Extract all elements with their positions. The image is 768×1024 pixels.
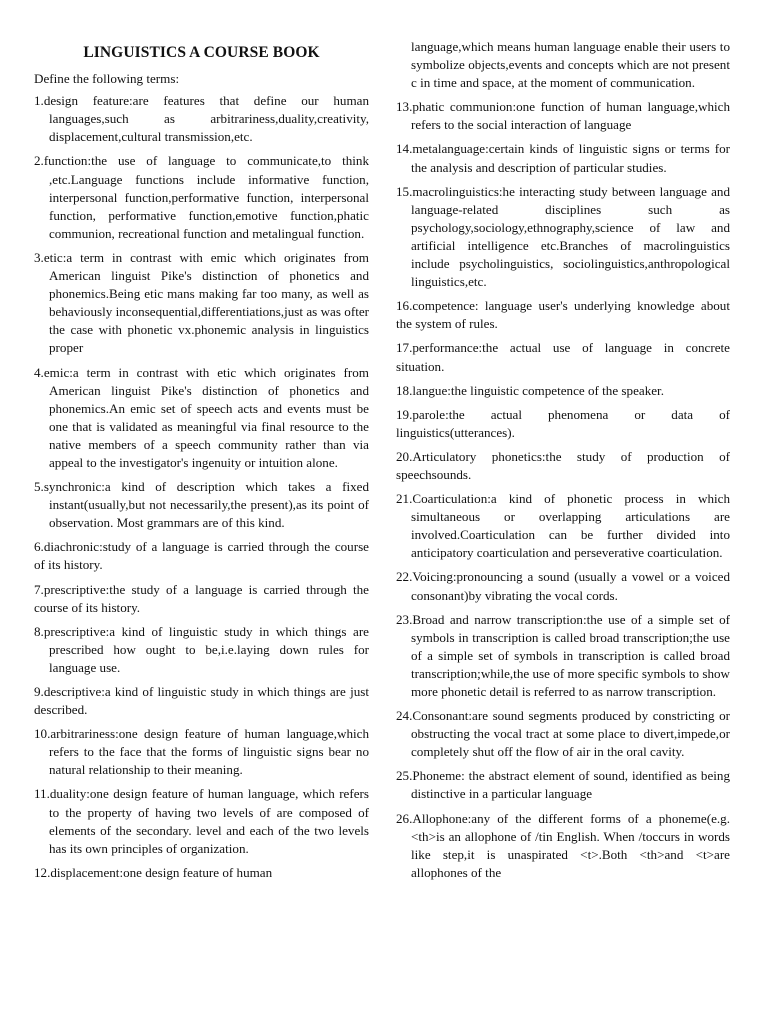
document-title: LINGUISTICS A COURSE BOOK [83,44,320,61]
definition-entry: 6.diachronic:study of a language is carried through the course of its history. [34,539,369,573]
intro-text: Define the following terms: [34,71,180,87]
definition-entry: 16.competence: language user's underlying knowledge about the system of rules. [396,298,730,332]
definition-entry: 23.Broad and narrow transcription:the use of a simple set of symbols in transcription is called broad transcription;the use of a simple set of symbols in transcription is called broad transcription;while,the use of more specific symbols to show more phonetic detail is referred to as narrow transcription. [396,611,730,699]
definition-entry: 20.Articulatory phonetics:the study of production of speechsounds. [396,448,730,482]
definition-entry: 9.descriptive:a kind of linguistic study in which things are just described. [34,684,369,718]
definition-entry: 26.Allophone:any of the different forms of a phoneme(e.g.<th>is an allophone of /tin English. When /toccurs in words like step,it is unaspirated <t>.Both <th>and <t>are allophones of the [396,810,730,880]
definition-entry: 12.displacement:one design feature of human [34,864,273,880]
definition-entry: 5.synchronic:a kind of description which takes a fixed instant(usually,but not necessarily,the present),as its point of observation. Most grammars are of this kind. [34,479,369,531]
definition-entry: 2.function:the use of language to communicate,to think ,etc.Language functions include informative function, interpersonal function,performative function, interpersonal function, performative function,emotive function,phatic communion, recreational function and metalingual function. [34,153,369,241]
definition-entry: 19.parole:the actual phenomena or data of linguistics(utterances). [396,406,730,440]
definition-entry: 22.Voicing:pronouncing a sound (usually a vowel or a voiced consonant)by vibrating the vocal cords. [396,569,730,603]
left-column [34,38,369,888]
definition-entry: 25.Phoneme: the abstract element of sound, identified as being distinctive in a particular language [396,768,730,802]
definition-entry: 10.arbitrariness:one design feature of human language,which refers to the face that the forms of linguistic signs bear no natural relationship to their meaning. [34,726,369,778]
definition-entry: 18.langue:the linguistic competence of the speaker. [396,382,664,398]
definition-entry: 13.phatic communion:one function of human language,which refers to the social interaction of language [396,99,730,133]
definition-entry: 7.prescriptive:the study of a language is carried through the course of its history. [34,581,369,615]
right-entries [396,38,730,882]
definition-entry: language,which means human language enable their users to symbolize objects,events and concepts which are not present c in time and space, at the moment of communication. [411,39,730,91]
definition-entry: 11.duality:one design feature of human language, which refers to the property of having two levels of are composed of elements of the secondary. level and each of the two levels has its own principles of organization. [34,786,369,856]
left-entries [34,92,369,882]
right-column [396,38,730,888]
definition-entry: 3.etic:a term in contrast with emic which originates from American linguist Pike's distinction of phonetics and phonemics.Being etic mans making far too many, as well as behaviously inconsequential,differentiations,just as was ofter the case with phonetic vx.phonemic analysis in linguistics proper [34,249,369,356]
definition-entry: 24.Consonant:are sound segments produced by constricting or obstructing the vocal tract at some place to divert,impede,or completely shut off the flow of air in the oral cavity. [396,708,730,760]
definition-entry: 17.performance:the actual use of language in concrete situation. [396,340,730,374]
definition-entry: 1.design feature:are features that define our human languages,such as arbitrariness,duality,creativity, displacement,cultural transmission,etc. [34,93,369,145]
definition-entry: 4.emic:a term in contrast with etic which originates from American linguist Pike's distinction of phonetics and phonemics.An emic set of speech acts and events must be one that is validated as meaningful via final resource to the native members of a speech community rather than via appeal to the investigator's ingenuity or intuition alone. [34,364,369,470]
definition-entry: 21.Coarticulation:a kind of phonetic process in which simultaneous or overlapping articulations are involved.Coarticulation can be further divided into anticipatory coarticulation and perseverative coarticulation. [396,491,730,561]
definition-entry: 8.prescriptive:a kind of linguistic study in which things are prescribed how ought to be,i.e.laying down rules for language use. [34,623,369,675]
definition-entry: 15.macrolinguistics:he interacting study between language and language-related disciplines such as psychology,sociology,ethnography,science of law and artificial intelligence etc.Branches of macrolinguistics include psycholinguistics, sociolinguistics,anthropological linguistics,etc. [396,183,730,290]
definition-entry: 14.metalanguage:certain kinds of linguistic signs or terms for the analysis and description of particular studies. [396,141,730,175]
